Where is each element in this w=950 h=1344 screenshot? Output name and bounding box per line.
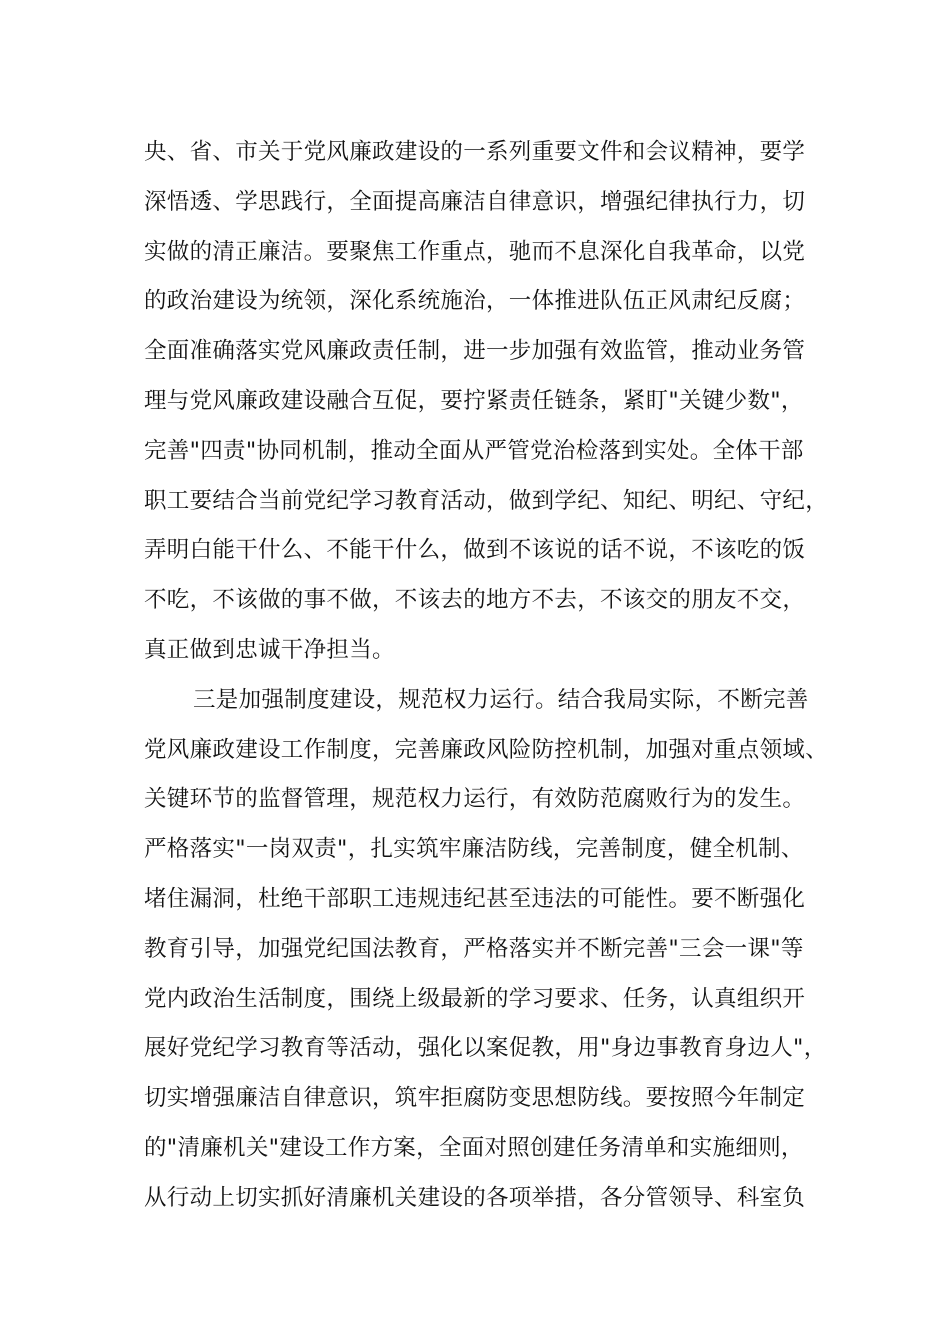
text-line: 全面准确落实党风廉政责任制，进一步加强有效监管，推动业务管 [144, 338, 806, 365]
text-line: 严格落实"一岗双责"，扎实筑牢廉洁防线，完善制度，健全机制、 [144, 836, 804, 863]
text-line: 党内政治生活制度，围绕上级最新的学习要求、任务，认真组织开 [144, 985, 806, 1012]
text-line: 不吃，不该做的事不做，不该去的地方不去，不该交的朋友不交， [144, 587, 806, 614]
body-text [144, 128, 844, 1224]
text-line: 关键环节的监督管理，规范权力运行，有效防范腐败行为的发生。 [144, 786, 806, 813]
text-line: 堵住漏洞，杜绝干部职工违规违纪甚至违法的可能性。要不断强化 [144, 885, 806, 912]
text-line: 的政治建设为统领，深化系统施治，一体推进队伍正风肃纪反腐； [144, 288, 806, 315]
text-line: 切实增强廉洁自律意识，筑牢拒腐防变思想防线。要按照今年制定 [144, 1085, 806, 1112]
text-line: 从行动上切实抓好清廉机关建设的各项举措，各分管领导、科室负 [144, 1184, 806, 1211]
text-line: 的"清廉机关"建设工作方案，全面对照创建任务清单和实施细则， [144, 1134, 804, 1161]
text-line: 展好党纪学习教育等活动，强化以案促教，用"身边事教育身边人"， [144, 1035, 827, 1062]
text-line: 党风廉政建设工作制度，完善廉政风险防控机制，加强对重点领域、 [144, 736, 829, 763]
text-line: 弄明白能干什么、不能干什么，做到不该说的话不说，不该吃的饭 [144, 537, 806, 564]
text-line: 完善"四责"协同机制，推动全面从严管党治检落到实处。全体干部 [144, 437, 804, 464]
text-line: 实做的清正廉洁。要聚焦工作重点，驰而不息深化自我革命，以党 [144, 238, 806, 265]
paragraph-start-line: 三是加强制度建设，规范权力运行。结合我局实际，不断完善 [193, 686, 809, 713]
text-line: 理与党风廉政建设融合互促，要拧紧责任链条，紧盯"关键少数"， [144, 387, 804, 414]
text-line: 职工要结合当前党纪学习教育活动，做到学纪、知纪、明纪、守纪， [144, 487, 829, 514]
text-line: 教育引导，加强党纪国法教育，严格落实并不断完善"三会一课"等 [144, 935, 804, 962]
text-line: 真正做到忠诚干净担当。 [144, 636, 395, 663]
text-line: 央、省、市关于党风廉政建设的一系列重要文件和会议精神，要学 [144, 139, 806, 165]
text-line: 深悟透、学思践行，全面提高廉洁自律意识，增强纪律执行力，切 [144, 188, 806, 215]
